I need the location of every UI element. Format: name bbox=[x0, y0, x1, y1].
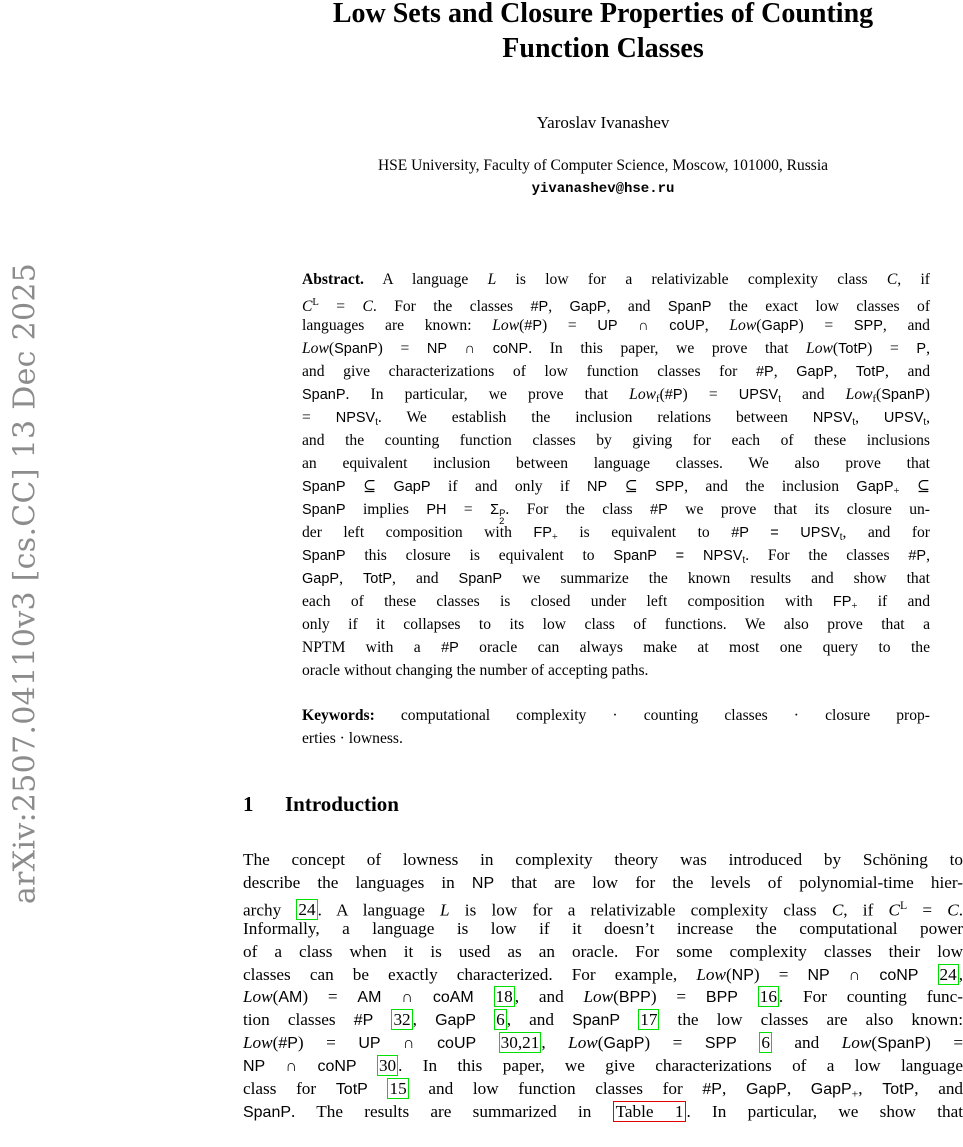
class-name: FP bbox=[533, 525, 552, 541]
text: NPTM with a bbox=[302, 639, 442, 656]
text: ⊆ bbox=[607, 478, 656, 495]
text: ) = bbox=[644, 1033, 705, 1053]
class-name: #P bbox=[650, 502, 668, 518]
intro-line bbox=[243, 1009, 963, 1031]
math-italic: Low bbox=[243, 1033, 273, 1053]
text: and the counting function classes by giving for each of these inclusions bbox=[302, 432, 930, 449]
text: der left composition with bbox=[302, 524, 534, 541]
citation-link[interactable]: 6 bbox=[496, 1010, 505, 1030]
class-name: SpanP bbox=[881, 387, 925, 403]
abstract-line bbox=[302, 638, 930, 658]
superscript: L bbox=[312, 297, 319, 308]
text bbox=[368, 1079, 388, 1098]
class-name: UPSV bbox=[883, 410, 924, 426]
abstract-line bbox=[302, 270, 930, 290]
class-name: #P bbox=[755, 364, 774, 380]
abstract-line bbox=[302, 569, 930, 589]
text: classes can be exactly characterized. For example, bbox=[243, 964, 697, 984]
text: ( bbox=[328, 340, 335, 357]
script-text: 2 bbox=[499, 516, 505, 527]
citation-link[interactable]: 16 bbox=[759, 987, 777, 1007]
text: The concept of lowness in complexity theory was introduced by Schöning to bbox=[243, 850, 963, 869]
text: , and for bbox=[842, 524, 930, 541]
text: describe the languages in bbox=[243, 872, 472, 892]
text: implies bbox=[345, 501, 427, 518]
class-name: BPP bbox=[705, 989, 738, 1007]
text: , bbox=[339, 570, 364, 587]
abstract-line bbox=[302, 293, 930, 317]
text: and low function classes for bbox=[408, 1079, 703, 1098]
text: , bbox=[541, 1033, 569, 1053]
text: ) = bbox=[542, 317, 598, 334]
keywords-line bbox=[302, 729, 930, 749]
intro-line bbox=[243, 1032, 963, 1054]
class-name: #P bbox=[702, 1081, 722, 1098]
math-italic: C bbox=[831, 900, 844, 920]
bold-label: Keywords: bbox=[302, 707, 375, 724]
intro-line bbox=[243, 872, 963, 894]
math-italic: C bbox=[362, 297, 373, 315]
text: of a class when it is used as an oracle. For some complexity classes their low bbox=[243, 941, 963, 961]
text: oracle without changing the number of accepting paths. bbox=[302, 662, 649, 679]
intro-line bbox=[243, 1055, 963, 1077]
text: the exact low classes of bbox=[711, 297, 931, 315]
class-name: TotP bbox=[838, 341, 868, 357]
text: ) = bbox=[925, 1033, 963, 1053]
text: each of these classes is closed under left composition with bbox=[302, 593, 833, 610]
text: . A language bbox=[317, 900, 441, 920]
text: and give characterizations of low function classes for bbox=[302, 363, 756, 380]
text: . In particular, we show that bbox=[686, 1101, 963, 1121]
text bbox=[738, 987, 758, 1006]
table-link[interactable]: Table 1 bbox=[613, 1101, 687, 1122]
subscript: + bbox=[551, 532, 558, 544]
text bbox=[620, 1010, 638, 1029]
abstract-line bbox=[302, 592, 930, 617]
class-name: GapP bbox=[761, 318, 799, 334]
subscript: f bbox=[872, 394, 877, 406]
math-italic: Low bbox=[583, 987, 614, 1007]
text: ( bbox=[876, 386, 882, 403]
text: = bbox=[302, 409, 336, 426]
abstract-line bbox=[302, 477, 930, 502]
class-name: SpanP bbox=[458, 571, 503, 587]
text: the low classes are also known: bbox=[659, 1010, 963, 1030]
text: an equivalent inclusion between language classes. We also prove that bbox=[302, 455, 930, 472]
citation-link[interactable]: 24 bbox=[298, 900, 316, 920]
class-name: SpanP bbox=[334, 341, 378, 357]
class-name: GapP bbox=[856, 479, 894, 495]
subscript: + bbox=[851, 1087, 859, 1101]
text: ( bbox=[272, 987, 279, 1007]
abstract-line bbox=[302, 500, 930, 526]
class-name: BPP bbox=[618, 989, 651, 1007]
citation-link[interactable]: 30 bbox=[378, 1056, 397, 1076]
intro-line bbox=[243, 941, 963, 962]
class-name: GapP bbox=[796, 364, 834, 380]
math-italic: L bbox=[487, 271, 497, 288]
text: . The results are summarized in bbox=[291, 1101, 613, 1121]
text: , if bbox=[897, 271, 930, 288]
text: , bbox=[858, 1079, 883, 1098]
abstract-line bbox=[302, 339, 930, 359]
text: , and bbox=[606, 297, 668, 315]
class-name: #P bbox=[278, 1035, 298, 1053]
math-italic: Low bbox=[845, 386, 873, 403]
citation-link[interactable]: 30,21 bbox=[500, 1033, 540, 1053]
text: , bbox=[833, 363, 856, 380]
text: , and bbox=[882, 317, 930, 334]
text: and bbox=[780, 386, 846, 403]
text: this closure is equivalent to bbox=[345, 547, 614, 564]
math-italic: C bbox=[302, 297, 313, 315]
text: , and bbox=[392, 570, 459, 587]
abstract-line bbox=[302, 316, 930, 336]
text: tion classes bbox=[243, 1010, 354, 1030]
text: , if bbox=[843, 900, 889, 920]
class-name: #P bbox=[524, 318, 543, 334]
text: , bbox=[855, 409, 884, 426]
text: that are low for the levels of polynomial-time hier- bbox=[494, 872, 963, 892]
abstract-line bbox=[302, 523, 930, 548]
text: ) = bbox=[798, 317, 854, 334]
text: , and the inclusion bbox=[684, 478, 857, 495]
text bbox=[737, 1033, 760, 1052]
text: ) = bbox=[753, 964, 808, 984]
text: , bbox=[412, 1010, 436, 1030]
abstract-line bbox=[302, 546, 930, 571]
keywords-line bbox=[302, 706, 930, 726]
text bbox=[918, 965, 937, 984]
class-name: SPP bbox=[704, 1035, 737, 1053]
text: oracle can always make at most one query to the bbox=[458, 639, 931, 656]
class-name: NP bbox=[471, 874, 495, 892]
intro-line bbox=[243, 895, 963, 920]
class-name: PH bbox=[426, 502, 447, 518]
subscript: t bbox=[778, 393, 781, 405]
class-name: SpanP bbox=[302, 479, 346, 495]
class-name: SpanP bbox=[877, 1035, 926, 1053]
class-name: AM ∩ coAM bbox=[357, 989, 474, 1007]
text: , bbox=[926, 340, 930, 357]
subscript: + bbox=[893, 486, 900, 498]
text: , bbox=[926, 547, 930, 564]
class-name: SpanP bbox=[667, 298, 712, 315]
text: only if it collapses to its low class of functions. We also prove that a bbox=[302, 616, 930, 633]
subscript: t bbox=[852, 416, 856, 428]
class-name: SpanP bbox=[572, 1012, 621, 1030]
class-name: SpanP bbox=[302, 387, 346, 403]
math-italic: Low bbox=[729, 317, 757, 334]
abstract-line bbox=[302, 661, 930, 681]
class-name: FP bbox=[832, 594, 852, 610]
class-name: NP bbox=[586, 479, 608, 495]
text bbox=[476, 1033, 499, 1052]
class-name: GapP bbox=[745, 1081, 787, 1098]
citation-link[interactable]: 24 bbox=[939, 964, 957, 984]
text: is low for a relativizable complexity class bbox=[496, 271, 887, 288]
class-name: SpanP bbox=[243, 1103, 291, 1121]
class-name: UP ∩ coUP bbox=[597, 318, 705, 334]
class-name: Σ bbox=[490, 502, 500, 518]
citation-link[interactable]: 15 bbox=[389, 1079, 407, 1098]
text: = bbox=[446, 501, 491, 518]
math-italic: L bbox=[440, 900, 450, 920]
text: is equivalent to bbox=[557, 524, 732, 541]
class-name: NP ∩ coNP bbox=[243, 1058, 357, 1076]
class-name: SPP bbox=[655, 479, 685, 495]
text: A language bbox=[363, 271, 488, 288]
text: ) = bbox=[650, 987, 706, 1007]
citation-link[interactable]: 17 bbox=[640, 1010, 658, 1030]
text: we prove that its closure un- bbox=[667, 501, 930, 518]
abstract-line bbox=[302, 615, 930, 635]
class-name: NPSV bbox=[335, 410, 376, 426]
class-name: GapP bbox=[302, 571, 340, 587]
subscript: t bbox=[742, 554, 746, 566]
class-name: #P bbox=[664, 387, 683, 403]
abstract-line bbox=[302, 385, 930, 410]
abstract-line bbox=[302, 362, 930, 382]
text: , bbox=[548, 297, 570, 315]
class-name: TotP bbox=[335, 1081, 368, 1098]
math-italic: C bbox=[947, 900, 959, 920]
class-name: TotP bbox=[363, 571, 393, 587]
text: ⊆ bbox=[345, 478, 394, 495]
text: , bbox=[926, 409, 930, 426]
text: computational complexity · counting classes · closure prop- bbox=[374, 707, 930, 724]
class-name: P bbox=[916, 341, 927, 357]
text: . In particular, we prove that bbox=[345, 386, 630, 403]
title-line: Function Classes bbox=[502, 33, 704, 64]
text: ) bbox=[924, 386, 930, 403]
text: ( bbox=[597, 1033, 604, 1053]
text bbox=[474, 987, 494, 1006]
text bbox=[373, 1010, 391, 1029]
class-name: GapP bbox=[569, 298, 607, 315]
text: . In this paper, we give characterizations of a low language bbox=[398, 1056, 963, 1076]
text: ) = bbox=[682, 386, 739, 403]
math-italic: Low bbox=[302, 340, 329, 357]
text: . For the class bbox=[505, 501, 651, 518]
class-name: TotP bbox=[882, 1081, 915, 1098]
math-italic: Low bbox=[568, 1033, 598, 1053]
text: and bbox=[771, 1033, 842, 1053]
text: ( bbox=[756, 317, 762, 334]
class-name: SPP bbox=[853, 318, 883, 334]
text: . For counting func- bbox=[778, 987, 963, 1007]
class-name: GapP bbox=[603, 1035, 645, 1053]
arxiv-stamp: arXiv:2507.04110v3 [cs.CC] 13 Dec 2025 bbox=[7, 262, 43, 905]
math-italic: Low bbox=[696, 964, 726, 984]
text: , and bbox=[914, 1079, 963, 1098]
class-name: UP ∩ coUP bbox=[358, 1035, 477, 1053]
affiliation: HSE University, Faculty of Computer Science, Moscow, 101000, Russia bbox=[377, 157, 829, 174]
subscript: t bbox=[839, 531, 843, 543]
text: , bbox=[958, 964, 963, 984]
abstract-line bbox=[302, 454, 930, 474]
class-name: NP ∩ coNP bbox=[807, 966, 919, 984]
intro-line bbox=[243, 964, 963, 986]
text: ⊆ bbox=[899, 478, 930, 495]
class-name: SpanP bbox=[302, 548, 346, 564]
text: , bbox=[786, 1079, 811, 1098]
abstract-line bbox=[302, 408, 930, 433]
script-text: P bbox=[499, 507, 506, 518]
text: languages are known: bbox=[302, 317, 493, 334]
text: . We establish the inclusion relations between bbox=[377, 409, 813, 426]
paper-title bbox=[240, 0, 963, 66]
subscript: t bbox=[923, 416, 927, 428]
subscript: + bbox=[851, 601, 858, 613]
intro-line bbox=[243, 918, 963, 939]
class-name: NP bbox=[731, 966, 754, 984]
text: if and only if bbox=[430, 478, 587, 495]
text: , and bbox=[506, 1010, 573, 1030]
class-name: #P = UPSV bbox=[731, 525, 840, 541]
intro-line bbox=[243, 1101, 963, 1123]
text: . For the classes bbox=[745, 547, 909, 564]
class-name: NPSV bbox=[812, 410, 853, 426]
text: ( bbox=[272, 1033, 279, 1053]
subscript: t bbox=[375, 416, 378, 428]
superscript: L bbox=[899, 898, 908, 912]
text: ) = bbox=[302, 987, 358, 1007]
text: , and bbox=[514, 987, 584, 1007]
text: ) = bbox=[867, 340, 917, 357]
intro-line bbox=[243, 986, 963, 1008]
text: ( bbox=[871, 1033, 878, 1053]
section-number: 1 bbox=[243, 792, 254, 816]
text: we summarize the known results and show that bbox=[502, 570, 930, 587]
text: is low for a relativizable complexity class bbox=[449, 900, 832, 920]
text: archy bbox=[243, 900, 297, 920]
class-name: #P bbox=[353, 1012, 374, 1030]
class-name: GapP bbox=[393, 479, 431, 495]
math-italic: Low bbox=[243, 987, 273, 1007]
citation-link[interactable]: 6 bbox=[761, 1033, 770, 1053]
text: , and bbox=[884, 363, 930, 380]
author-email[interactable]: yivanashev@hse.ru bbox=[531, 181, 675, 197]
text bbox=[357, 1056, 377, 1075]
class-name: #P bbox=[530, 298, 549, 315]
text: ( bbox=[725, 964, 732, 984]
author-name: Yaroslav Ivanashev bbox=[536, 113, 670, 132]
abstract-line bbox=[302, 431, 930, 451]
math-italic: Low bbox=[629, 386, 657, 403]
text: ) = bbox=[297, 1033, 359, 1053]
text: . In this paper, we prove that bbox=[528, 340, 807, 357]
text: , bbox=[721, 1079, 746, 1098]
class-name: GapP bbox=[810, 1081, 852, 1098]
math-italic: Low bbox=[806, 340, 833, 357]
intro-line bbox=[243, 849, 963, 870]
section-title: Introduction bbox=[285, 792, 399, 816]
text: ( bbox=[832, 340, 839, 357]
class-name: #P bbox=[908, 548, 927, 564]
subscript: f bbox=[656, 394, 660, 406]
math-italic: Low bbox=[841, 1033, 872, 1053]
text: ( bbox=[519, 317, 525, 334]
text: , bbox=[704, 317, 730, 334]
citation-link[interactable]: 18 bbox=[495, 987, 513, 1007]
text: = bbox=[907, 900, 948, 920]
text: Informally, a language is low if it doesn’t increase the computational power bbox=[243, 918, 963, 938]
section-heading bbox=[243, 792, 399, 817]
bold-label: Abstract. bbox=[302, 271, 364, 288]
class-name: GapP bbox=[435, 1012, 476, 1030]
citation-link[interactable]: 32 bbox=[393, 1010, 411, 1030]
text: ) = bbox=[377, 340, 427, 357]
text: = bbox=[318, 297, 363, 315]
text bbox=[476, 1010, 494, 1029]
class-name: UPSV bbox=[738, 387, 779, 403]
math-italic: C bbox=[888, 900, 900, 920]
text: ( bbox=[659, 386, 665, 403]
text: erties · lowness. bbox=[302, 729, 403, 747]
text: ( bbox=[613, 987, 619, 1007]
text: . For the classes bbox=[372, 297, 531, 315]
class-name: #P bbox=[441, 640, 459, 656]
class-name: SpanP = NPSV bbox=[613, 548, 743, 564]
title-line: Low Sets and Closure Properties of Counting bbox=[332, 0, 874, 29]
class-name: SpanP bbox=[302, 502, 346, 518]
math-italic: C bbox=[886, 271, 898, 288]
text: class for bbox=[243, 1079, 336, 1098]
class-name: NP ∩ coNP bbox=[426, 341, 529, 357]
text: , bbox=[773, 363, 797, 380]
text: if and bbox=[857, 593, 930, 610]
class-name: AM bbox=[278, 989, 303, 1007]
class-name: TotP bbox=[855, 364, 885, 380]
text: . bbox=[958, 900, 963, 920]
math-italic: Low bbox=[492, 317, 520, 334]
